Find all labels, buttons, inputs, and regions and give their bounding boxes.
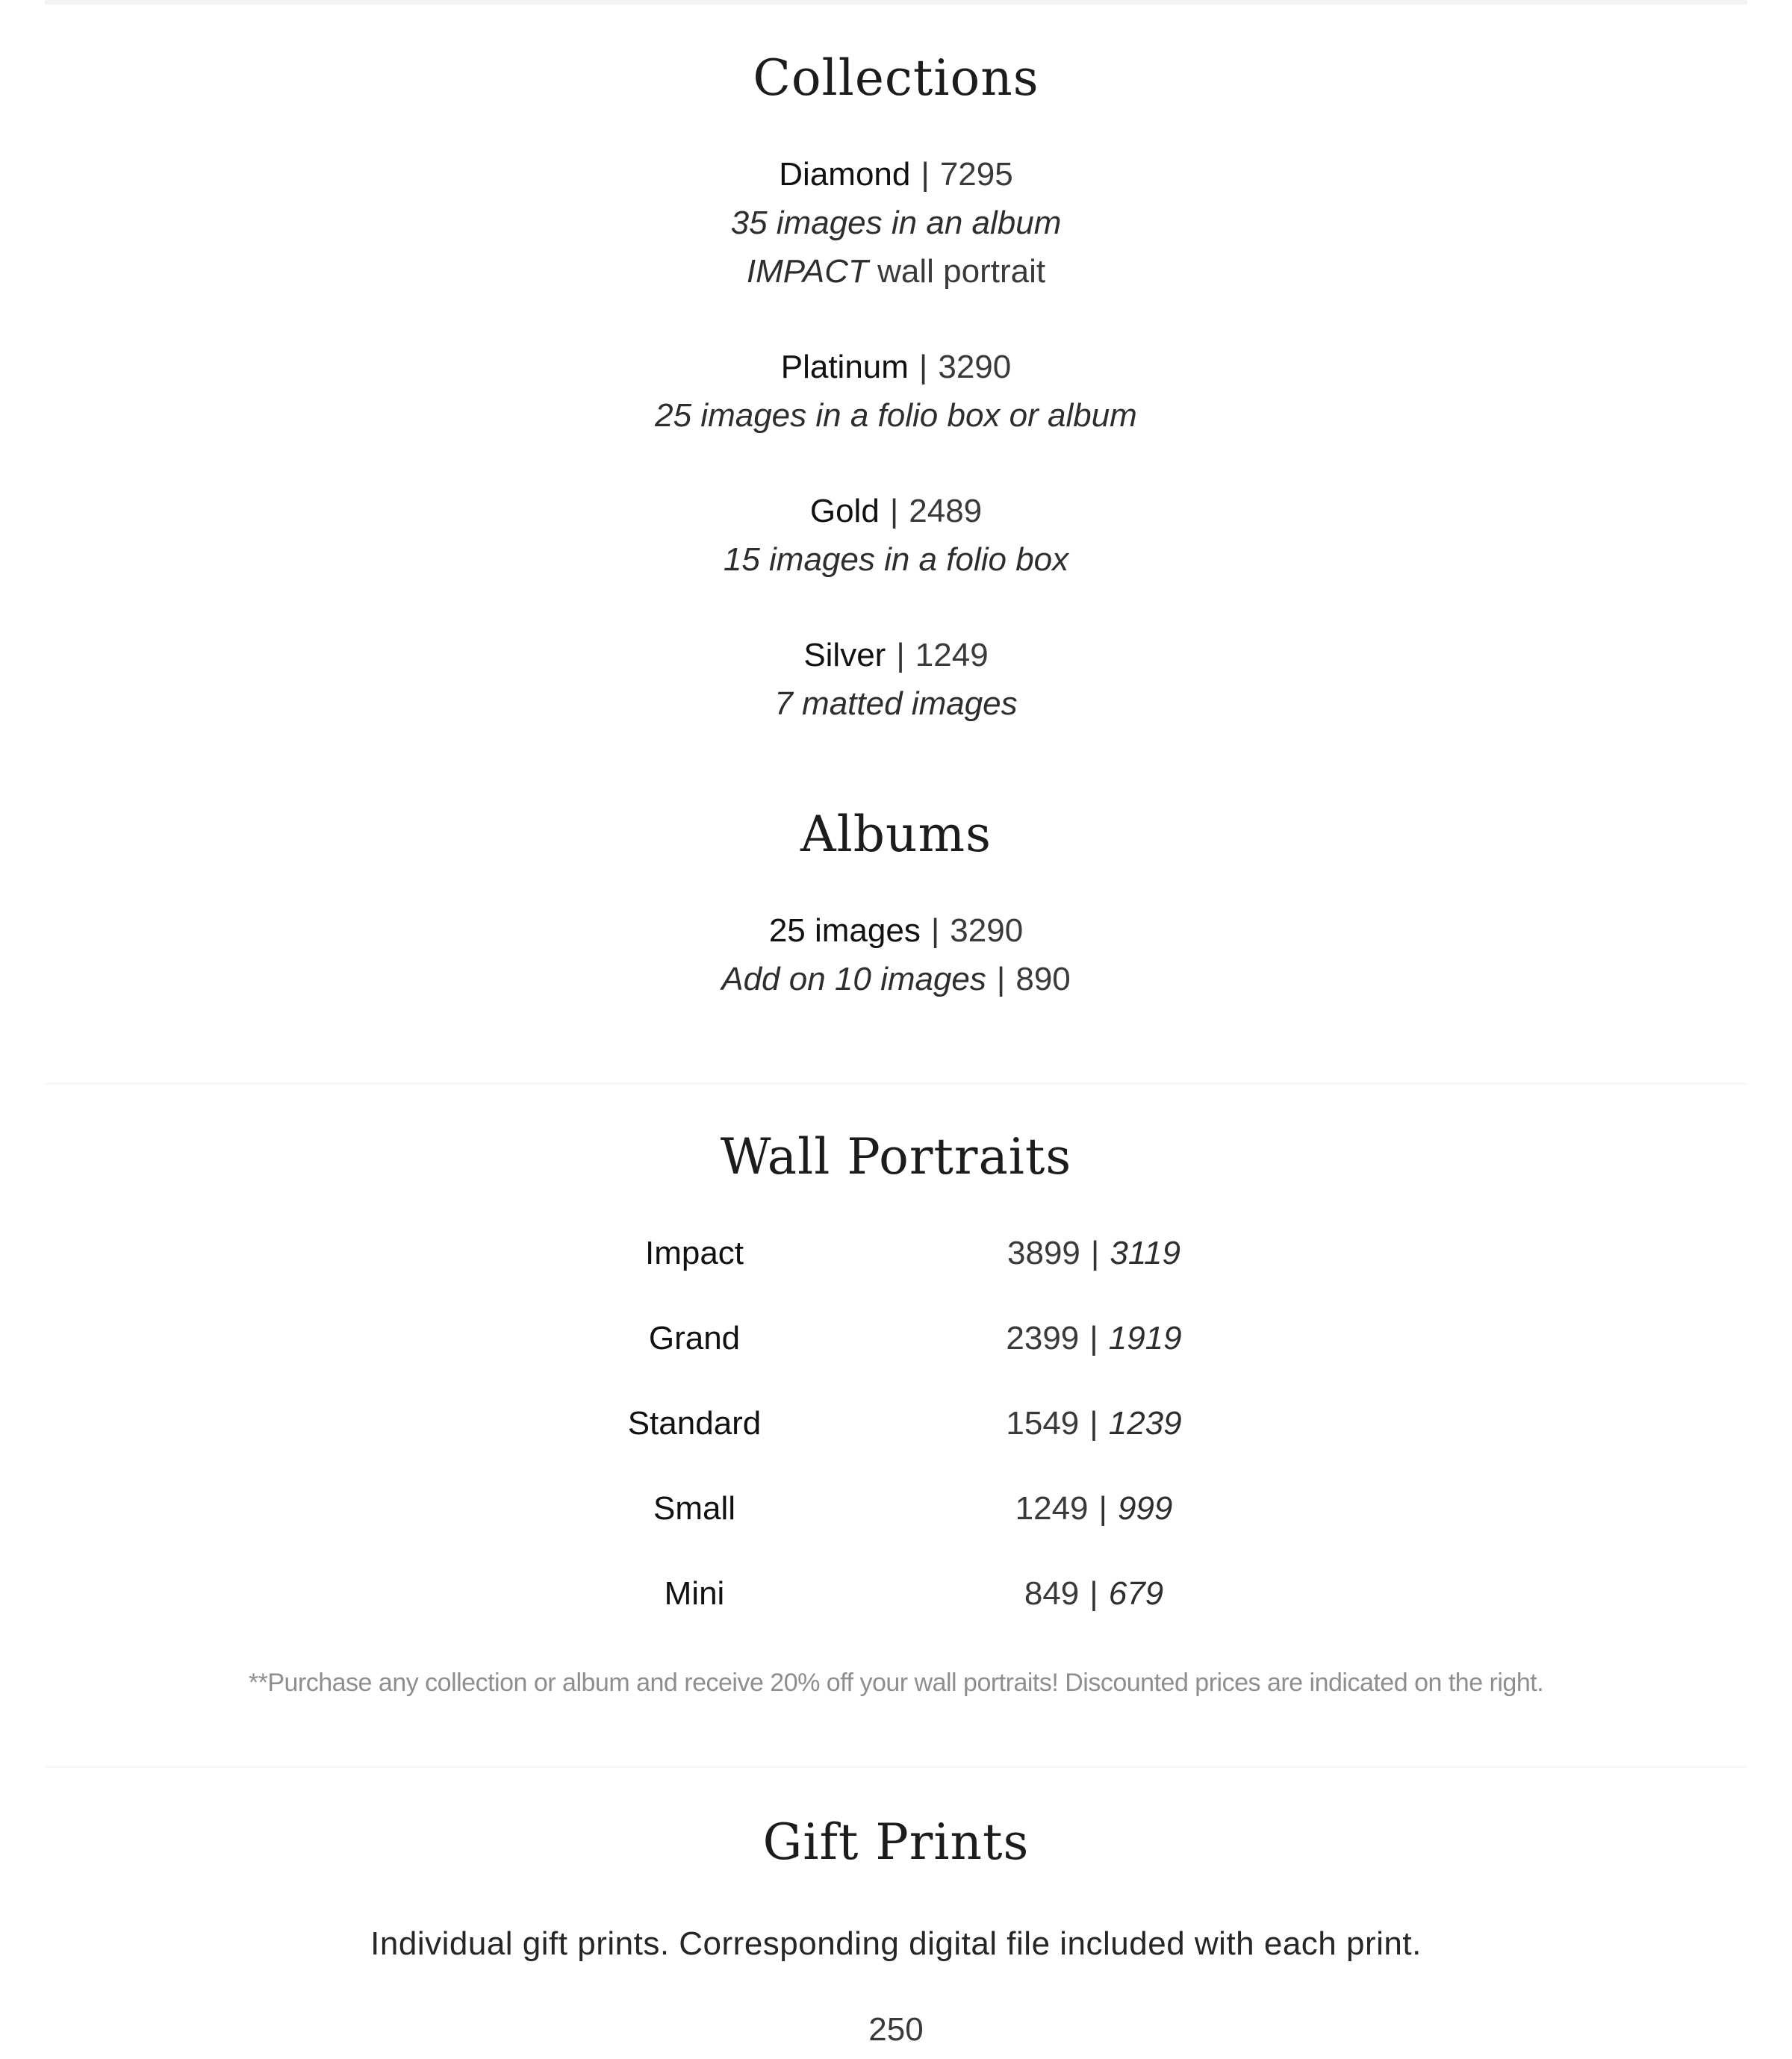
collection-price: 1249 [915, 637, 989, 673]
gift-prints-price: 250 [868, 2011, 924, 2048]
collection-gold-detail: 15 images in a folio box [723, 541, 1069, 578]
discounted-price: 3119 [1110, 1235, 1180, 1271]
albums-base-price: 3290 [950, 912, 1024, 949]
collection-gold-title: Gold | 2489 [809, 493, 983, 529]
collection-platinum-title: Platinum | 3290 [780, 349, 1012, 385]
collections-heading: Collections [753, 49, 1039, 107]
gift-prints-heading: Gift Prints [762, 1813, 1030, 1871]
collection-silver-title: Silver | 1249 [803, 637, 989, 673]
collection-silver-detail: 7 matted images [774, 685, 1018, 722]
albums-addon-label: Add on 10 images [721, 961, 986, 997]
wall-portrait-size: Standard [627, 1405, 762, 1442]
section-divider [45, 1083, 1747, 1085]
wall-portrait-size: Impact [644, 1235, 744, 1271]
collection-name: Silver [803, 637, 886, 673]
collection-platinum-detail: 25 images in a folio box or album [655, 397, 1137, 434]
collection-price: 7295 [939, 156, 1013, 193]
discounted-price: 1919 [1108, 1320, 1182, 1356]
collection-price: 3290 [938, 349, 1012, 385]
wall-portrait-size: Small [653, 1490, 736, 1527]
wall-portrait-price: 1249 | 999 [1015, 1490, 1173, 1527]
albums-heading: Albums [800, 806, 992, 863]
wall-portraits-heading: Wall Portraits [720, 1128, 1072, 1186]
collection-price: 2489 [909, 493, 983, 529]
collection-name: Platinum [780, 349, 909, 385]
wall-portrait-price: 849 | 679 [1024, 1575, 1164, 1612]
discounted-price: 679 [1108, 1575, 1164, 1612]
wall-portrait-size: Mini [664, 1575, 725, 1612]
albums-addon: Add on 10 images | 890 [721, 961, 1071, 997]
top-divider [45, 0, 1747, 4]
wall-portrait-price: 3899 | 3119 [1007, 1235, 1180, 1271]
wall-portrait-price: 2399 | 1919 [1006, 1320, 1182, 1356]
albums-base: 25 images | 3290 [768, 912, 1024, 949]
collection-name: Diamond [779, 156, 911, 193]
discounted-price: 1239 [1108, 1405, 1182, 1442]
discount-note: **Purchase any collection or album and receive 20% off your wall portraits! Discounted prices are indicated on the right. [248, 1669, 1544, 1697]
wall-portrait-label: wall portrait [877, 253, 1046, 290]
collection-name: Gold [809, 493, 880, 529]
wall-portrait-price: 1549 | 1239 [1006, 1405, 1182, 1442]
section-divider [45, 1766, 1747, 1768]
collection-diamond-detail: 35 images in an album [730, 205, 1062, 241]
albums-base-label: 25 images [768, 912, 921, 949]
albums-addon-price: 890 [1015, 961, 1071, 997]
wall-portrait-size: Grand [648, 1320, 741, 1356]
impact-label: IMPACT [746, 253, 868, 290]
collection-diamond-title: Diamond | 7295 [779, 156, 1013, 193]
collection-diamond-extra [0, 255, 1792, 288]
gift-prints-description: Individual gift prints. Corresponding digital file included with each print. [370, 1925, 1422, 1962]
discounted-price: 999 [1117, 1490, 1173, 1527]
